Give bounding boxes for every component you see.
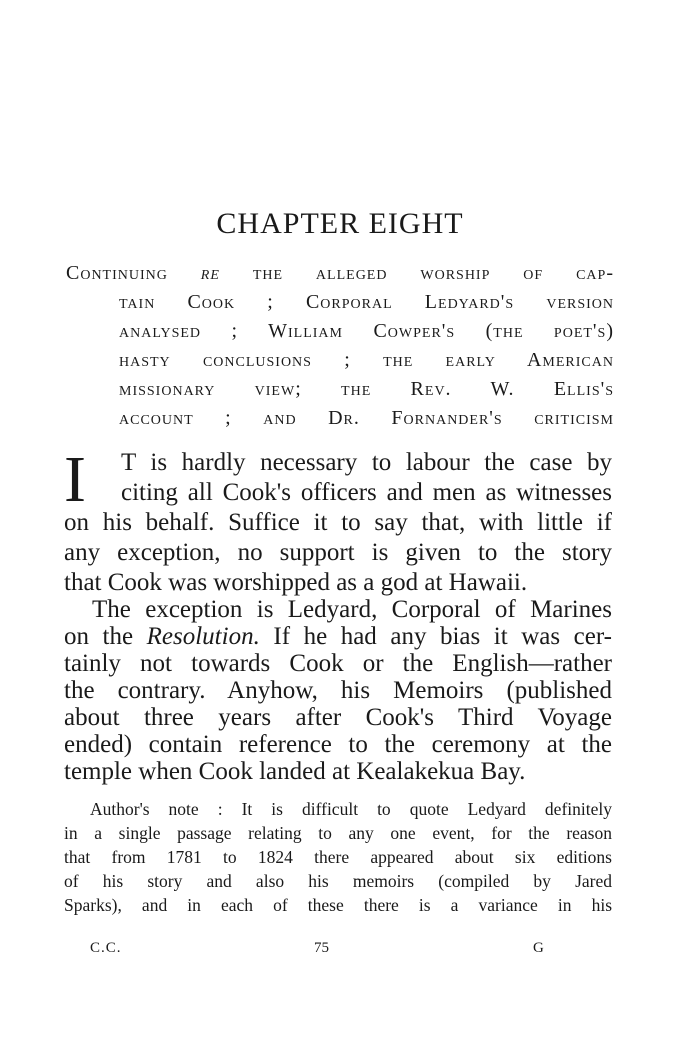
body-line: about three years after Cook's Third Voyage [64, 704, 612, 731]
page-number: 75 [314, 940, 329, 956]
body-line: tainly not towards Cook or the English—rather [64, 650, 612, 677]
ship-name: Resolution. [146, 623, 260, 650]
body-text-run: If he had any bias it was cer- [259, 623, 613, 650]
body-line: temple when Cook landed at Kealakekua Bay. [64, 758, 526, 785]
chapter-title: CHAPTER EIGHT [216, 207, 464, 240]
body-line: T is hardly necessary to labour the case by [121, 449, 612, 476]
body-line: on his behalf. Suffice it to say that, with little if [64, 509, 612, 536]
summary-line: missionary view; the Rev. W. Ellis's [119, 378, 614, 400]
summary-line: hasty conclusions ; the early American [119, 349, 614, 371]
note-line: in a single passage relating to any one event, for the reason [64, 823, 612, 843]
note-line: Author's note : It is difficult to quote Ledyard definitely [90, 799, 612, 819]
summary-text: Continuing [66, 262, 201, 284]
summary-line: account ; and Dr. Fornander's criticism [119, 407, 614, 429]
body-line: ended) contain reference to the ceremony at the [64, 731, 612, 758]
note-line: Sparks), and in each of these there is a variance in his [64, 895, 612, 915]
summary-text: the alleged worship of cap- [219, 262, 614, 284]
summary-line: analysed ; William Cowper's (the poet's) [119, 320, 614, 342]
note-line: that from 1781 to 1824 there appeared about six editions [64, 847, 612, 867]
page-footer [0, 940, 700, 964]
note-line: of his story and also his memoirs (compiled by Jared [64, 871, 612, 891]
body-line: citing all Cook's officers and men as witnesses [121, 479, 612, 506]
summary-line [66, 262, 614, 291]
body-line: the contrary. Anyhow, his Memoirs (published [64, 677, 612, 704]
signature-mark: G [533, 940, 544, 956]
drop-cap: I [64, 443, 86, 516]
body-line: The exception is Ledyard, Corporal of Marines [92, 596, 612, 623]
summary-line: tain Cook ; Corporal Ledyard's version [119, 291, 614, 313]
body-line: that Cook was worshipped as a god at Hawaii. [64, 569, 528, 596]
body-text-run: on the [64, 623, 147, 650]
summary-italic-text: re [200, 262, 220, 284]
running-foot: C.C. [90, 940, 122, 956]
body-line: any exception, no support is given to the story [64, 539, 612, 566]
